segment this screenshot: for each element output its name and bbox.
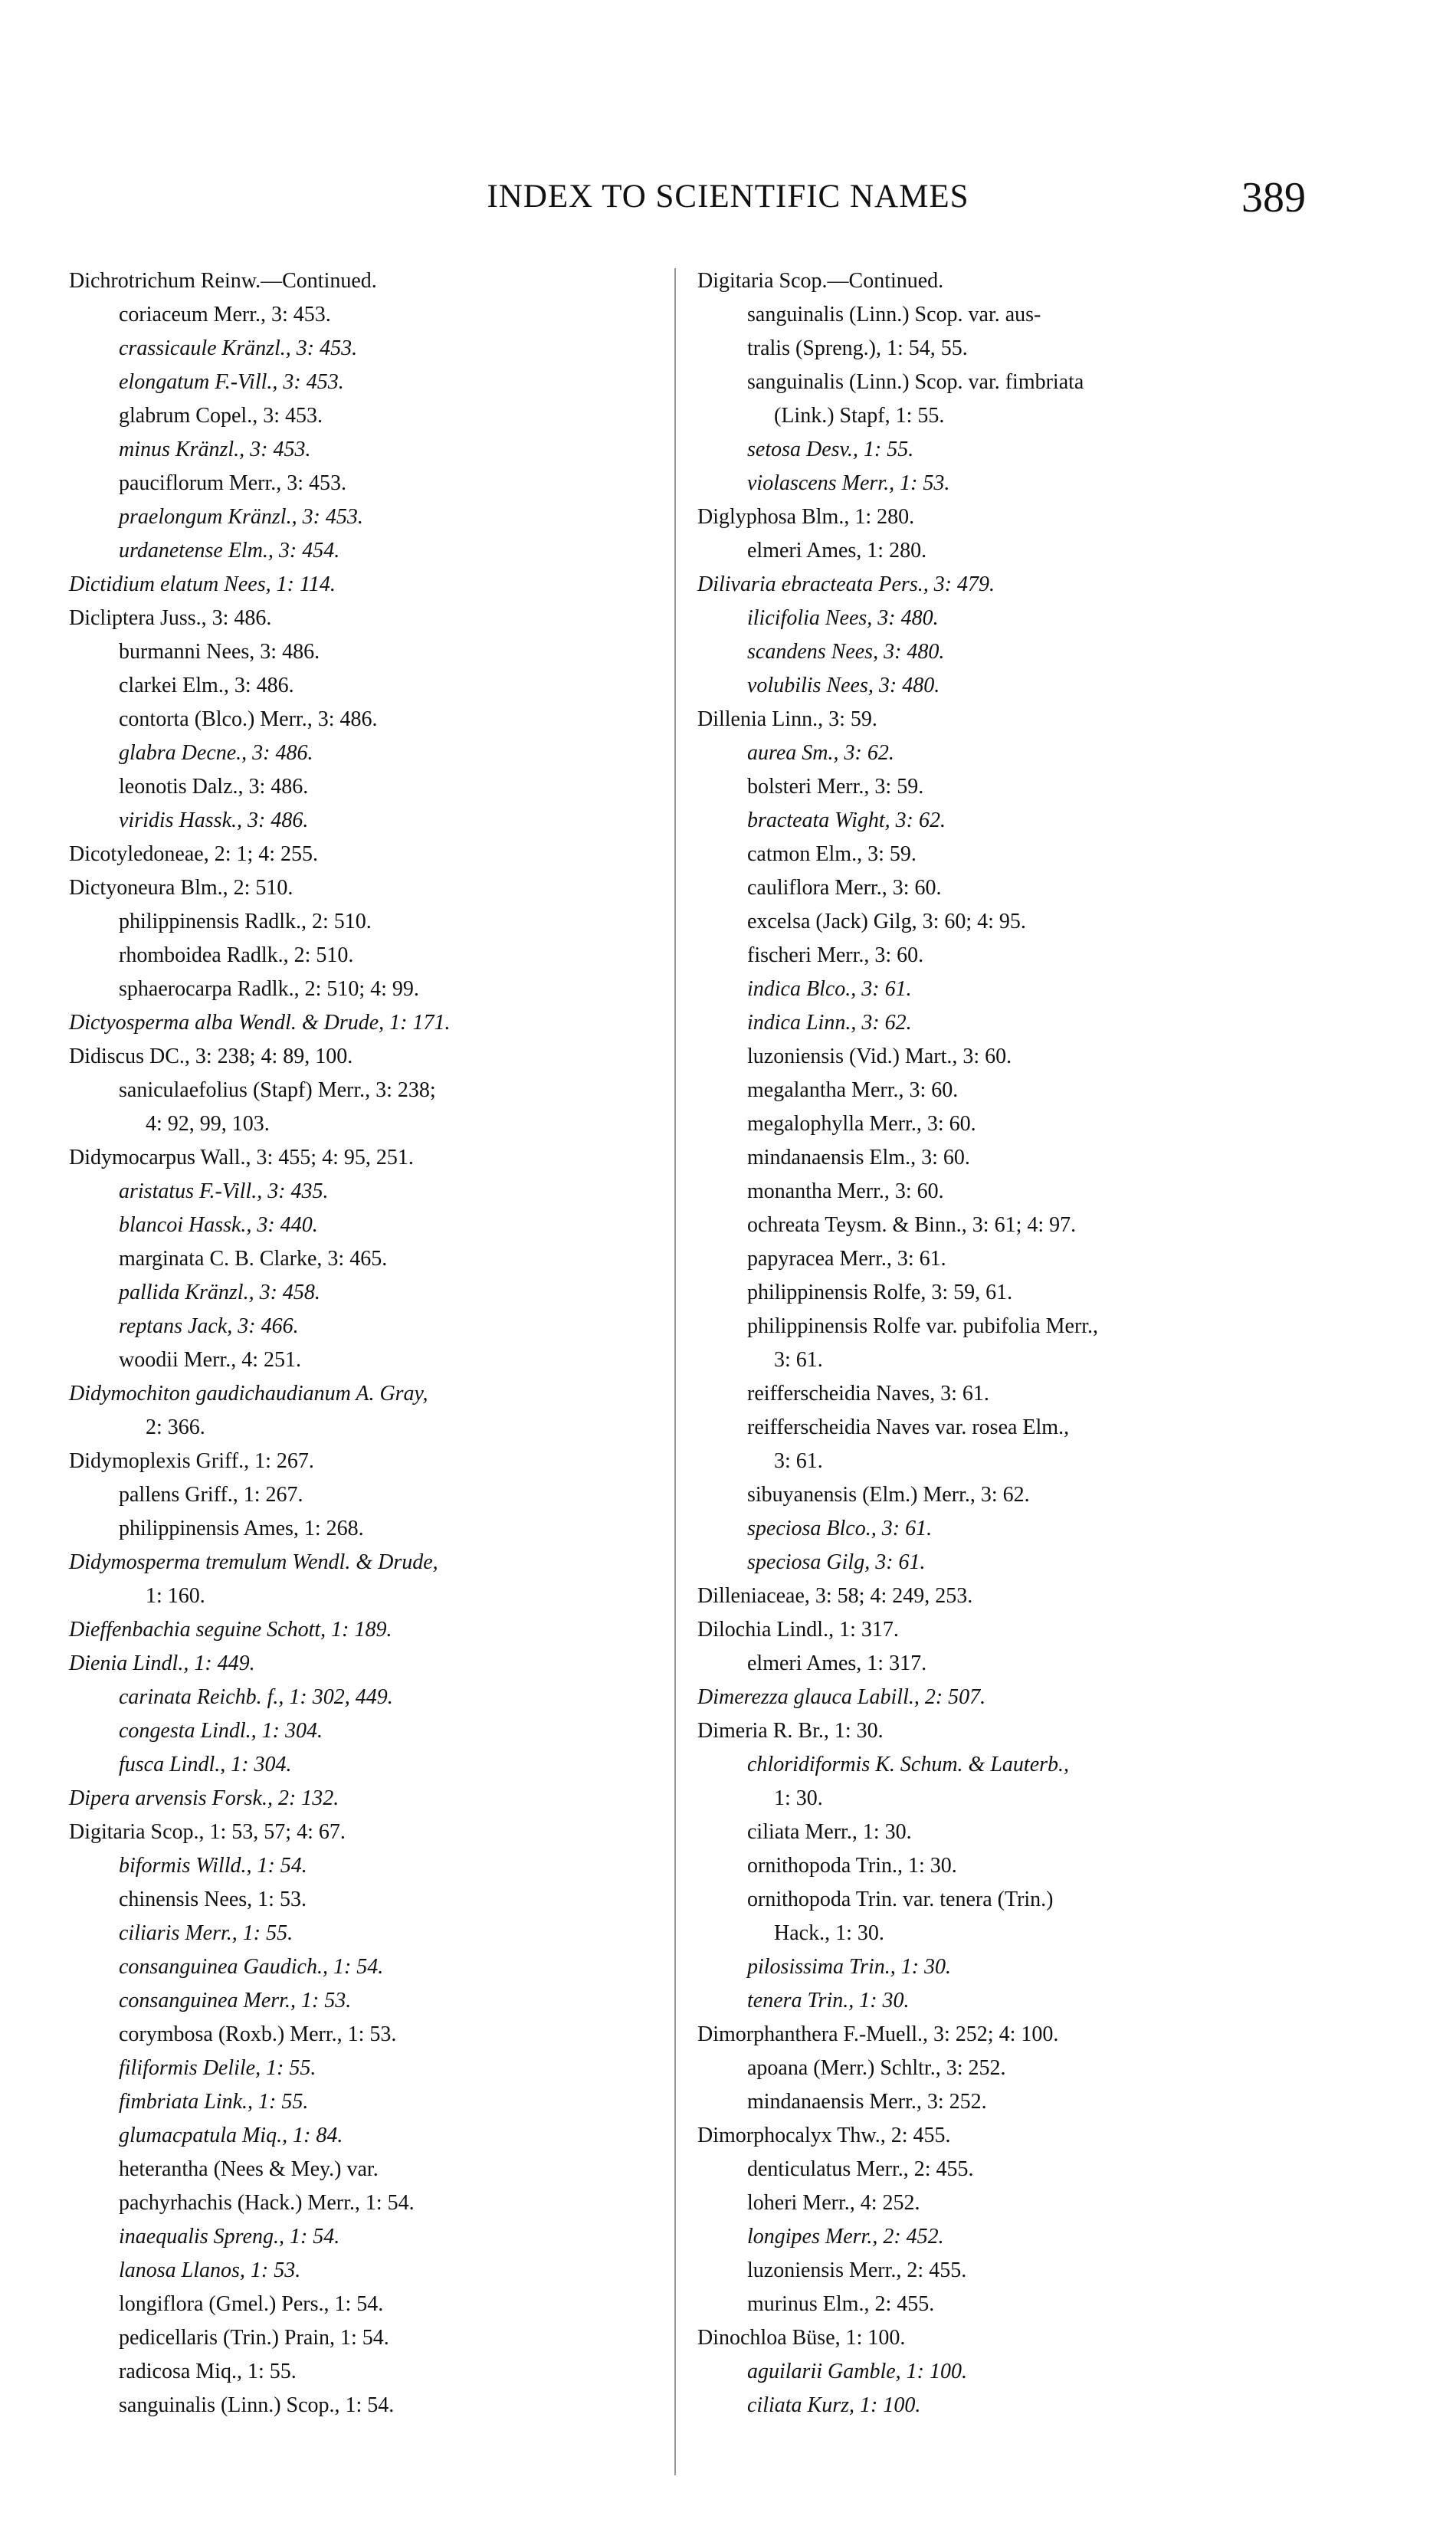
- column-divider: [674, 268, 676, 2475]
- index-entry: Didymoplexis Griff., 1: 267.: [69, 1449, 314, 1473]
- index-subentry: aguilarii Gamble, 1: 100.: [747, 2360, 967, 2383]
- index-subentry: elmeri Ames, 1: 280.: [747, 539, 927, 563]
- index-subentry: chinensis Nees, 1: 53.: [119, 1888, 307, 1911]
- index-subentry: philippinensis Rolfe, 3: 59, 61.: [747, 1281, 1013, 1304]
- index-subentry: woodii Merr., 4: 251.: [119, 1348, 301, 1372]
- index-subentry: sanguinalis (Linn.) Scop. var. fimbriata: [747, 370, 1084, 394]
- index-subentry: chloridiformis K. Schum. & Lauterb.,: [747, 1753, 1070, 1776]
- index-entry: Dieffenbachia seguine Schott, 1: 189.: [69, 1618, 392, 1642]
- index-subentry: mindanaensis Elm., 3: 60.: [747, 1146, 970, 1169]
- index-entry: Dictidium elatum Nees, 1: 114.: [69, 572, 336, 596]
- index-subentry: monantha Merr., 3: 60.: [747, 1179, 944, 1203]
- index-subentry: pallida Kränzl., 3: 458.: [119, 1281, 320, 1304]
- index-subentry: biformis Willd., 1: 54.: [119, 1854, 307, 1878]
- index-subentry: luzoniensis Merr., 2: 455.: [747, 2258, 967, 2282]
- index-entry: Dimorphanthera F.-Muell., 3: 252; 4: 100.: [697, 2022, 1059, 2046]
- index-subentry: elmeri Ames, 1: 317.: [747, 1652, 927, 1675]
- index-subentry: sphaerocarpa Radlk., 2: 510; 4: 99.: [119, 977, 419, 1001]
- index-subentry: speciosa Blco., 3: 61.: [747, 1517, 933, 1540]
- index-subentry: denticulatus Merr., 2: 455.: [747, 2157, 974, 2181]
- index-entry: Didymochiton gaudichaudianum A. Gray,: [69, 1382, 428, 1406]
- page-title: INDEX TO SCIENTIFIC NAMES: [487, 179, 969, 215]
- index-entry: Dienia Lindl., 1: 449.: [69, 1652, 255, 1675]
- index-subentry: indica Blco., 3: 61.: [747, 977, 912, 1001]
- index-subentry: crassicaule Kränzl., 3: 453.: [119, 336, 358, 360]
- index-subentry: corymbosa (Roxb.) Merr., 1: 53.: [119, 2022, 397, 2046]
- index-subentry: 1: 160.: [146, 1584, 205, 1608]
- index-entry: Digitaria Scop.—Continued.: [697, 269, 944, 293]
- index-subentry: burmanni Nees, 3: 486.: [119, 640, 320, 664]
- index-entry: Dimeria R. Br., 1: 30.: [697, 1719, 884, 1743]
- index-subentry: rhomboidea Radlk., 2: 510.: [119, 943, 354, 967]
- index-entry: Dicliptera Juss., 3: 486.: [69, 606, 272, 630]
- index-subentry: bracteata Wight, 3: 62.: [747, 809, 946, 832]
- index-subentry: fimbriata Link., 1: 55.: [119, 2090, 309, 2114]
- index-subentry: 2: 366.: [146, 1415, 205, 1439]
- index-subentry: murinus Elm., 2: 455.: [747, 2292, 935, 2316]
- page-number: 389: [1241, 174, 1306, 221]
- index-subentry: consanguinea Gaudich., 1: 54.: [119, 1955, 384, 1979]
- index-subentry: ciliaris Merr., 1: 55.: [119, 1921, 293, 1945]
- index-subentry: glabra Decne., 3: 486.: [119, 741, 313, 765]
- index-entry: Didymocarpus Wall., 3: 455; 4: 95, 251.: [69, 1146, 414, 1169]
- index-subentry: ciliata Kurz, 1: 100.: [747, 2393, 921, 2417]
- index-subentry: longiflora (Gmel.) Pers., 1: 54.: [119, 2292, 384, 2316]
- index-subentry: excelsa (Jack) Gilg, 3: 60; 4: 95.: [747, 910, 1026, 933]
- index-subentry: philippinensis Ames, 1: 268.: [119, 1517, 364, 1540]
- index-subentry: 3: 61.: [774, 1348, 823, 1372]
- index-subentry: lanosa Llanos, 1: 53.: [119, 2258, 301, 2282]
- index-subentry: sanguinalis (Linn.) Scop., 1: 54.: [119, 2393, 395, 2417]
- index-subentry: mindanaensis Merr., 3: 252.: [747, 2090, 987, 2114]
- index-subentry: aurea Sm., 3: 62.: [747, 741, 894, 765]
- index-subentry: catmon Elm., 3: 59.: [747, 842, 917, 866]
- index-subentry: filiformis Delile, 1: 55.: [119, 2056, 316, 2080]
- index-subentry: papyracea Merr., 3: 61.: [747, 1247, 946, 1271]
- index-subentry: scandens Nees, 3: 480.: [747, 640, 945, 664]
- index-subentry: glabrum Copel., 3: 453.: [119, 404, 323, 428]
- index-subentry: ornithopoda Trin. var. tenera (Trin.): [747, 1888, 1054, 1911]
- index-entry: Didymosperma tremulum Wendl. & Drude,: [69, 1550, 438, 1574]
- index-subentry: consanguinea Merr., 1: 53.: [119, 1989, 352, 2012]
- index-subentry: philippinensis Radlk., 2: 510.: [119, 910, 372, 933]
- index-entry: Dilleniaceae, 3: 58; 4: 249, 253.: [697, 1584, 973, 1608]
- index-subentry: ochreata Teysm. & Binn., 3: 61; 4: 97.: [747, 1213, 1077, 1237]
- index-entry: Dicotyledoneae, 2: 1; 4: 255.: [69, 842, 319, 866]
- index-subentry: tralis (Spreng.), 1: 54, 55.: [747, 336, 968, 360]
- index-subentry: pilosissima Trin., 1: 30.: [747, 1955, 952, 1979]
- index-subentry: bolsteri Merr., 3: 59.: [747, 775, 924, 799]
- index-subentry: 3: 61.: [774, 1449, 823, 1473]
- index-subentry: speciosa Gilg, 3: 61.: [747, 1550, 926, 1574]
- index-subentry: reifferscheidia Naves, 3: 61.: [747, 1382, 989, 1406]
- index-subentry: luzoniensis (Vid.) Mart., 3: 60.: [747, 1045, 1012, 1068]
- index-subentry: megalantha Merr., 3: 60.: [747, 1078, 959, 1102]
- index-subentry: leonotis Dalz., 3: 486.: [119, 775, 309, 799]
- index-subentry: megalophylla Merr., 3: 60.: [747, 1112, 976, 1136]
- index-subentry: blancoi Hassk., 3: 440.: [119, 1213, 318, 1237]
- index-subentry: aristatus F.-Vill., 3: 435.: [119, 1179, 329, 1203]
- index-subentry: clarkei Elm., 3: 486.: [119, 674, 294, 697]
- index-subentry: contorta (Blco.) Merr., 3: 486.: [119, 707, 378, 731]
- index-subentry: urdanetense Elm., 3: 454.: [119, 539, 340, 563]
- index-subentry: longipes Merr., 2: 452.: [747, 2225, 944, 2249]
- index-entry: Dictyosperma alba Wendl. & Drude, 1: 171.: [69, 1011, 451, 1035]
- index-subentry: ilicifolia Nees, 3: 480.: [747, 606, 939, 630]
- index-subentry: violascens Merr., 1: 53.: [747, 471, 950, 495]
- index-subentry: fusca Lindl., 1: 304.: [119, 1753, 292, 1776]
- index-subentry: sanguinalis (Linn.) Scop. var. aus-: [747, 303, 1041, 326]
- index-entry: Dipera arvensis Forsk., 2: 132.: [69, 1786, 339, 1810]
- index-entry: Diglyphosa Blm., 1: 280.: [697, 505, 915, 529]
- index-subentry: radicosa Miq., 1: 55.: [119, 2360, 297, 2383]
- index-subentry: minus Kränzl., 3: 453.: [119, 438, 311, 461]
- index-entry: Dilivaria ebracteata Pers., 3: 479.: [697, 572, 995, 596]
- index-subentry: 4: 92, 99, 103.: [146, 1112, 270, 1136]
- index-subentry: (Link.) Stapf, 1: 55.: [774, 404, 945, 428]
- index-subentry: pallens Griff., 1: 267.: [119, 1483, 303, 1507]
- index-subentry: tenera Trin., 1: 30.: [747, 1989, 910, 2012]
- index-entry: Dinochloa Büse, 1: 100.: [697, 2326, 906, 2350]
- index-subentry: volubilis Nees, 3: 480.: [747, 674, 940, 697]
- index-subentry: pachyrhachis (Hack.) Merr., 1: 54.: [119, 2191, 415, 2215]
- index-subentry: elongatum F.-Vill., 3: 453.: [119, 370, 344, 394]
- index-entry: Dictyoneura Blm., 2: 510.: [69, 876, 293, 900]
- index-entry: Didiscus DC., 3: 238; 4: 89, 100.: [69, 1045, 353, 1068]
- index-subentry: ornithopoda Trin., 1: 30.: [747, 1854, 957, 1878]
- index-entry: Dichrotrichum Reinw.—Continued.: [69, 269, 377, 293]
- index-entry: Digitaria Scop., 1: 53, 57; 4: 67.: [69, 1820, 346, 1844]
- left-column: [69, 264, 682, 2422]
- index-subentry: glumacpatula Miq., 1: 84.: [119, 2124, 343, 2147]
- index-subentry: reptans Jack, 3: 466.: [119, 1314, 299, 1338]
- index-subentry: congesta Lindl., 1: 304.: [119, 1719, 323, 1743]
- right-column: [697, 264, 1310, 2422]
- index-subentry: pedicellaris (Trin.) Prain, 1: 54.: [119, 2326, 389, 2350]
- index-entry: Dillenia Linn., 3: 59.: [697, 707, 877, 731]
- index-subentry: viridis Hassk., 3: 486.: [119, 809, 309, 832]
- index-subentry: setosa Desv., 1: 55.: [747, 438, 914, 461]
- index-subentry: apoana (Merr.) Schltr., 3: 252.: [747, 2056, 1006, 2080]
- index-subentry: ciliata Merr., 1: 30.: [747, 1820, 912, 1844]
- index-subentry: marginata C. B. Clarke, 3: 465.: [119, 1247, 388, 1271]
- index-subentry: philippinensis Rolfe var. pubifolia Merr.,: [747, 1314, 1099, 1338]
- index-subentry: cauliflora Merr., 3: 60.: [747, 876, 942, 900]
- index-subentry: indica Linn., 3: 62.: [747, 1011, 912, 1035]
- index-entry: Dimorphocalyx Thw., 2: 455.: [697, 2124, 951, 2147]
- index-entry: Dimerezza glauca Labill., 2: 507.: [697, 1685, 986, 1709]
- index-subentry: coriaceum Merr., 3: 453.: [119, 303, 331, 326]
- index-subentry: pauciflorum Merr., 3: 453.: [119, 471, 347, 495]
- index-subentry: carinata Reichb. f., 1: 302, 449.: [119, 1685, 393, 1709]
- index-subentry: inaequalis Spreng., 1: 54.: [119, 2225, 340, 2249]
- index-subentry: sibuyanensis (Elm.) Merr., 3: 62.: [747, 1483, 1030, 1507]
- index-subentry: fischeri Merr., 3: 60.: [747, 943, 924, 967]
- index-subentry: saniculaefolius (Stapf) Merr., 3: 238;: [119, 1078, 436, 1102]
- index-subentry: 1: 30.: [774, 1786, 823, 1810]
- index-entry: Dilochia Lindl., 1: 317.: [697, 1618, 899, 1642]
- index-subentry: heterantha (Nees & Mey.) var.: [119, 2157, 379, 2181]
- index-subentry: praelongum Kränzl., 3: 453.: [119, 505, 363, 529]
- index-subentry: reifferscheidia Naves var. rosea Elm.,: [747, 1415, 1070, 1439]
- index-subentry: loheri Merr., 4: 252.: [747, 2191, 920, 2215]
- index-subentry: Hack., 1: 30.: [774, 1921, 884, 1945]
